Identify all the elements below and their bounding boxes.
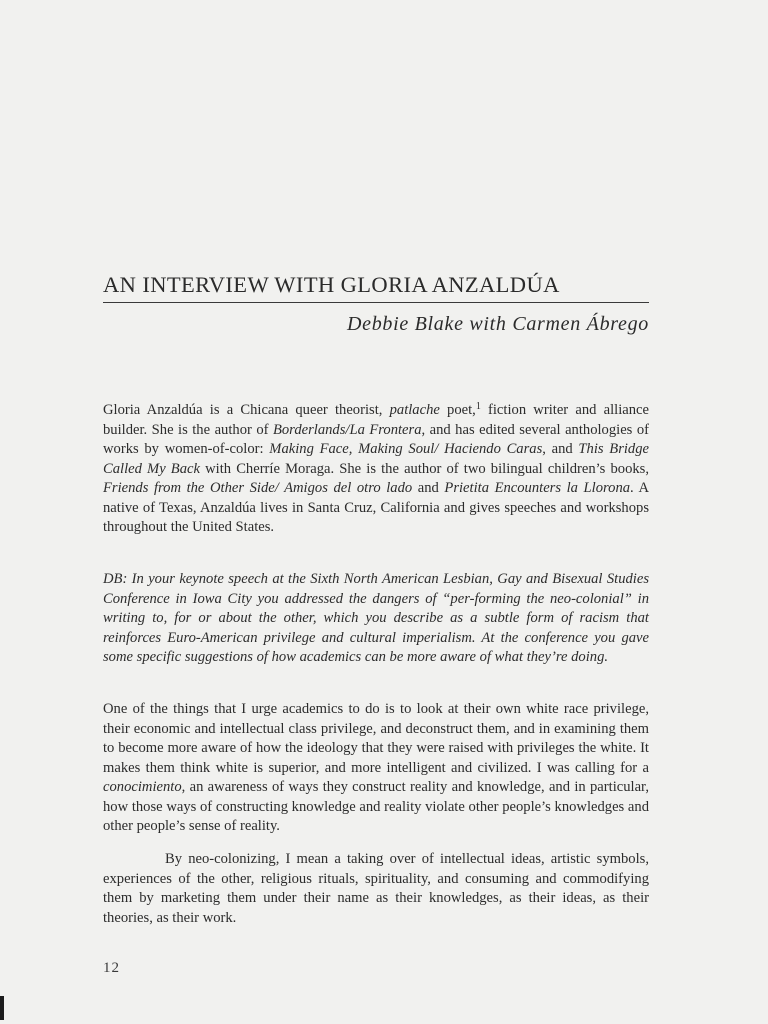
book-title-prietita: Prietita Encounters la Llorona <box>444 480 631 496</box>
answer-paragraph-1 <box>103 700 649 837</box>
intro-text: , and <box>542 441 579 457</box>
book-title-friends: Friends from the Other Side/ Amigos del otro lado <box>103 480 413 496</box>
interview-question: DB: In your keynote speech at the Sixth North American Lesbian, Gay and Bisexual Studies Conference in Iowa City you addressed the dangers of “per-forming the neo-colonial” in writing to, for or about the other, which you describe as a subtle form of racism that reinforces Euro-American privilege and cultural imperialism. At the conference you gave some specific suggestions of how academics can be more aware of what they’re doing. <box>103 571 649 665</box>
answer-text: , an awareness of ways they construct reality and knowledge, and in particular, how those ways of constructing knowledge and reality violate other people’s knowledges and other people’s sense of reality. <box>103 779 649 834</box>
intro-text: Gloria Anzaldúa is a Chicana queer theorist, <box>103 402 390 418</box>
answer-paragraph-2: By neo-colonizing, I mean a taking over of intellectual ideas, artistic symbols, experiences of the other, religious rituals, spirituality, and consuming and commodifying them by marketing them under their name as their knowledges, as their ideas, as their theories, as their work. <box>103 851 649 926</box>
book-title-this-bridge: This Bridge Called My Back <box>103 441 650 477</box>
intro-text: , and has edited several anthologies of works by women-of-color: <box>103 421 649 457</box>
intro-text: and <box>412 480 445 496</box>
intro-text: with Cherríe Moraga. She is the author of two bilingual children’s books, <box>199 460 650 477</box>
intro-text: . A native of Texas, Anzaldúa lives in Santa Cruz, California and gives speeches and workshops throughout the United States. <box>103 480 650 535</box>
intro-text: poet, <box>439 402 476 418</box>
title-rule <box>103 302 649 303</box>
article-title: AN INTERVIEW WITH GLORIA ANZALDÚA <box>103 272 560 297</box>
intro-text: fiction writer and alliance builder. She is the author of <box>103 402 649 438</box>
answer-italic-conocimiento: conocimiento <box>103 779 182 795</box>
page-number: 12 <box>103 960 120 976</box>
article-byline: Debbie Blake with Carmen Ábrego <box>346 313 649 335</box>
footnote-marker[interactable]: 1 <box>475 401 481 412</box>
intro-italic-patlache: patlache <box>389 402 440 418</box>
answer-text: One of the things that I urge academics to do is to look at their own white race privilege, their economic and intellectual class privilege, and deconstruct them, and in examining them to become more aware of how the ideology that they were raised with privileges the white. It makes them think white is superior, and more intelligent and civilized. I was calling for a <box>103 701 649 776</box>
book-title-borderlands: Borderlands/La Frontera <box>272 421 422 438</box>
scan-edge-mark <box>0 996 4 1020</box>
intro-paragraph <box>103 401 649 538</box>
book-title-making-face: Making Face, Making Soul/ Haciendo Caras <box>269 441 543 457</box>
